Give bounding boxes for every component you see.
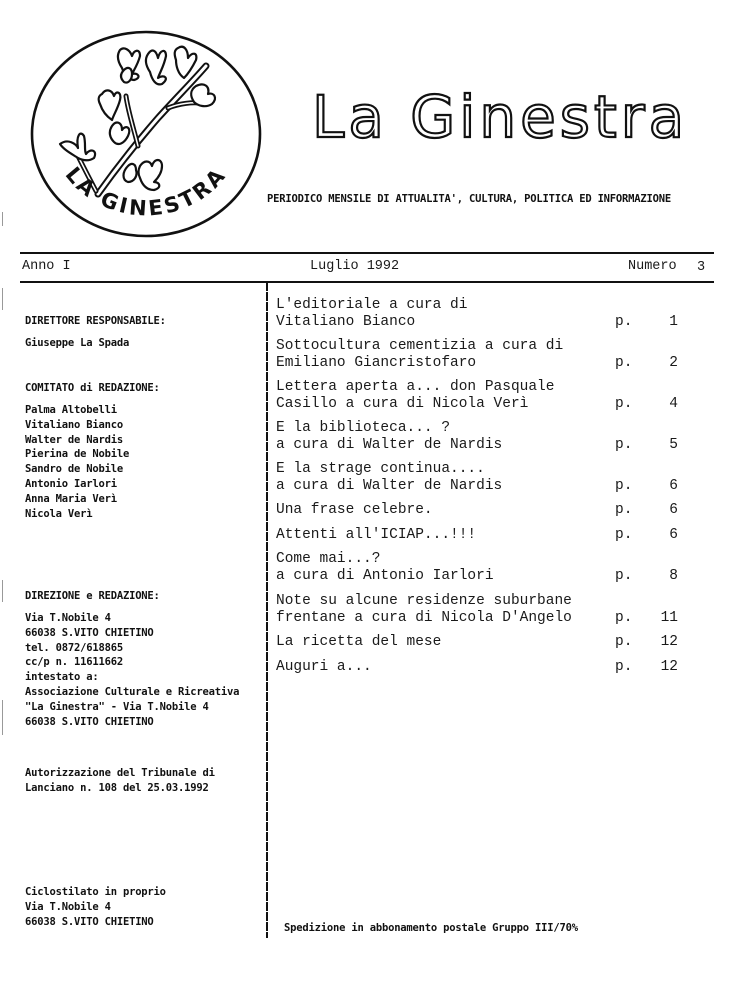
toc-page-number: 2 <box>669 354 678 371</box>
toc-page-prefix: p. <box>615 527 633 543</box>
scan-mark <box>2 580 3 602</box>
committee-list <box>25 403 129 521</box>
toc-title-line: La ricetta del mese <box>276 634 442 650</box>
toc-title-line: Auguri a... <box>276 659 372 675</box>
masthead-title: La Ginestra <box>312 83 689 151</box>
authorization-line: Lanciano n. 108 del 25.03.1992 <box>25 781 209 794</box>
director-section <box>25 314 166 329</box>
toc-page-prefix: p. <box>615 436 633 453</box>
director-name-block <box>25 336 129 351</box>
issue-number-label: Numero <box>628 259 677 274</box>
director-name: Giuseppe La Spada <box>25 337 130 349</box>
printing-line: 66038 S.VITO CHIETINO <box>25 915 154 928</box>
toc-page-number: 11 <box>660 609 678 626</box>
toc-page-number: 6 <box>669 477 678 494</box>
toc-page-prefix: p. <box>615 502 633 518</box>
office-line: intestato a: <box>25 671 99 684</box>
committee-member: Antonio Iarlori <box>25 477 117 490</box>
scan-mark <box>2 212 3 226</box>
office-line: Via T.Nobile 4 <box>25 612 111 624</box>
issue-year: Anno I <box>22 259 71 274</box>
toc-item[interactable] <box>276 659 696 676</box>
committee-member: Pierina de Nobile <box>25 448 130 461</box>
office-heading-block <box>25 589 160 604</box>
toc-item[interactable] <box>276 338 696 371</box>
toc-title-line: Casillo a cura di Nicola Verì <box>276 395 529 412</box>
toc-page-prefix: p. <box>615 395 633 412</box>
toc-page-prefix: p. <box>615 477 633 494</box>
toc-title-line: L'editoriale a cura di <box>276 297 468 313</box>
committee-member: Sandro de Nobile <box>25 463 123 476</box>
toc-page-number: 6 <box>669 502 678 518</box>
committee-heading: COMITATO di REDAZIONE: <box>25 382 160 394</box>
masthead-subtitle: PERIODICO MENSILE DI ATTUALITA', CULTURA, POLITICA ED INFORMAZIONE <box>267 193 672 205</box>
toc-page-number: 6 <box>669 527 678 543</box>
toc-item[interactable] <box>276 634 696 651</box>
toc-title-line: frentane a cura di Nicola D'Angelo <box>276 609 572 626</box>
committee-member: Anna Maria Verì <box>25 492 117 505</box>
toc-item[interactable] <box>276 527 696 544</box>
toc-item[interactable] <box>276 297 696 330</box>
toc-title-line: Sottocultura cementizia a cura di <box>276 338 564 354</box>
toc-page-prefix: p. <box>615 609 633 626</box>
office-line: 66038 S.VITO CHIETINO <box>25 715 154 728</box>
toc-page-prefix: p. <box>615 567 633 584</box>
toc-page-prefix: p. <box>615 313 633 330</box>
masthead-logo <box>28 26 268 242</box>
toc-title-line: Attenti all'ICIAP...!!! <box>276 527 477 543</box>
office-line: "La Ginestra" - Via T.Nobile 4 <box>25 700 209 713</box>
office-heading: DIREZIONE e REDAZIONE: <box>25 590 160 602</box>
rule-bottom <box>20 281 714 283</box>
toc-title-line: E la strage continua.... <box>276 461 485 477</box>
toc-page-prefix: p. <box>615 354 633 371</box>
office-line: Associazione Culturale e Ricreativa <box>25 685 240 698</box>
toc-title-line: a cura di Walter de Nardis <box>276 477 503 494</box>
toc-page-number: 12 <box>660 634 678 650</box>
logo-text: LA GINESTRA <box>60 162 232 221</box>
toc-page-number: 5 <box>669 436 678 453</box>
toc-title-line: a cura di Antonio Iarlori <box>276 567 494 584</box>
toc-title-line: Lettera aperta a... don Pasquale <box>276 379 555 395</box>
toc-page-number: 12 <box>660 659 678 675</box>
authorization-block <box>25 766 215 796</box>
toc-title-line: Note su alcune residenze suburbane <box>276 593 572 609</box>
office-line: 66038 S.VITO CHIETINO <box>25 626 154 639</box>
committee-member: Vitaliano Bianco <box>25 418 123 431</box>
committee-member: Walter de Nardis <box>25 433 123 446</box>
rule-top <box>20 252 714 254</box>
scan-mark <box>2 700 3 735</box>
toc-title-line: E la biblioteca... ? <box>276 420 451 436</box>
toc-page-prefix: p. <box>615 659 633 675</box>
toc-item[interactable] <box>276 593 696 626</box>
authorization-line: Autorizzazione del Tribunale di <box>25 767 215 779</box>
toc-title-line: a cura di Walter de Nardis <box>276 436 503 453</box>
toc-item[interactable] <box>276 420 696 453</box>
printing-line: Ciclostilato in proprio <box>25 886 166 898</box>
column-divider <box>266 282 268 938</box>
toc-title-line: Vitaliano Bianco <box>276 313 416 330</box>
printing-block <box>25 885 166 929</box>
toc-page-number: 4 <box>669 395 678 412</box>
toc-page-number: 8 <box>669 567 678 584</box>
committee-heading-block <box>25 381 160 396</box>
toc-page-prefix: p. <box>615 634 633 650</box>
toc-item[interactable] <box>276 461 696 494</box>
committee-member: Nicola Verì <box>25 507 93 520</box>
toc-item[interactable] <box>276 551 696 584</box>
office-line: cc/p n. 11611662 <box>25 656 123 669</box>
postal-note: Spedizione in abbonamento postale Gruppo III/70% <box>284 922 578 934</box>
toc-item[interactable] <box>276 379 696 412</box>
printing-line: Via T.Nobile 4 <box>25 900 111 913</box>
issue-date: Luglio 1992 <box>310 259 400 274</box>
toc-title-line: Una frase celebre. <box>276 502 433 518</box>
committee-member: Palma Altobelli <box>25 404 117 416</box>
scan-mark <box>2 288 3 310</box>
issue-number-value: 3 <box>697 260 706 275</box>
toc-page-number: 1 <box>669 313 678 330</box>
toc-item[interactable] <box>276 502 696 519</box>
toc-title-line: Emiliano Giancristofaro <box>276 354 477 371</box>
office-address <box>25 611 239 729</box>
director-heading: DIRETTORE RESPONSABILE: <box>25 315 166 327</box>
office-line: tel. 0872/618865 <box>25 641 123 654</box>
toc-title-line: Come mai...? <box>276 551 381 567</box>
